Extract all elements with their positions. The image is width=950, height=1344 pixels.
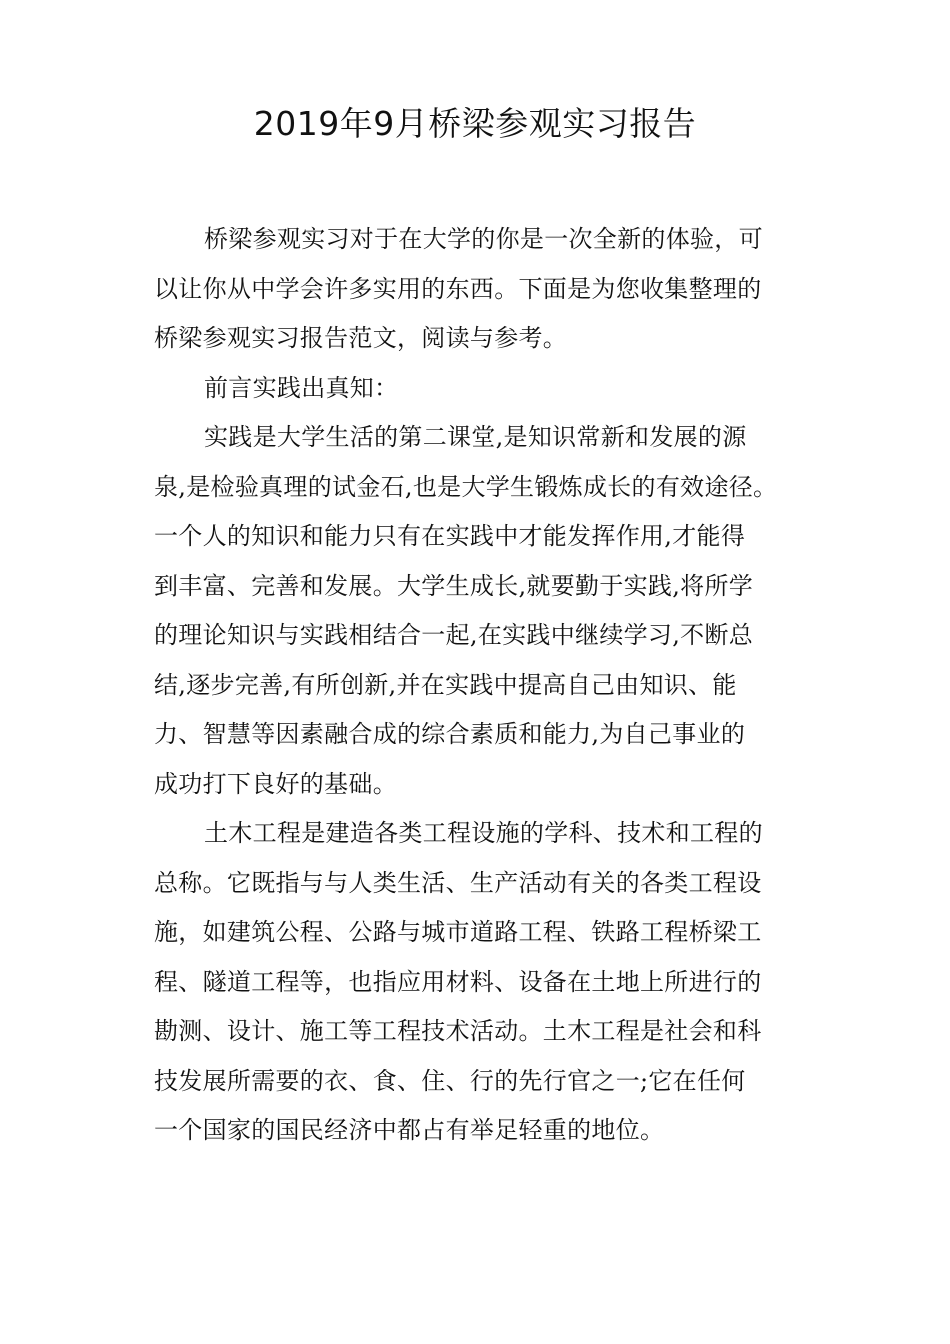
- text-line: 实践是大学生活的第二课堂,是知识常新和发展的源: [204, 423, 747, 451]
- text-line: 到丰富、完善和发展。大学生成长,就要勤于实践,将所学: [154, 571, 754, 600]
- paragraph-practice: [154, 413, 810, 809]
- text-line: 结,逐步完善,有所创新,并在实践中提高自己由知识、能: [154, 670, 737, 699]
- paragraph-intro: [154, 215, 810, 364]
- text-line: 技发展所需要的衣、食、住、行的先行官之一;它在任何: [154, 1066, 746, 1095]
- text-line: 程、隧道工程等，也指应用材料、设备在土地上所进行的: [154, 967, 762, 996]
- text-line: 以让你从中学会许多实用的东西。下面是为您收集整理的: [154, 274, 762, 303]
- document-body: [154, 215, 810, 1156]
- text-line: 一个人的知识和能力只有在实践中才能发挥作用,才能得: [154, 522, 746, 550]
- text-line: 泉,是检验真理的试金石,也是大学生锻炼成长的有效途径。: [154, 472, 778, 501]
- text-line: 施，如建筑公程、公路与城市道路工程、铁路工程桥梁工: [154, 918, 762, 946]
- text-line: 总称。它既指与与人类生活、生产活动有关的各类工程设: [154, 868, 762, 897]
- text-line: 一个国家的国民经济中都占有举足轻重的地位。: [154, 1116, 665, 1144]
- text-line: 桥梁参观实习对于在大学的你是一次全新的体验，可: [204, 225, 763, 253]
- text-line: 的理论知识与实践相结合一起,在实践中继续学习,不断总: [154, 621, 754, 649]
- document-title: 2019年9月桥梁参观实习报告: [253, 104, 697, 143]
- text-line: 前言实践出真知：: [204, 373, 399, 402]
- text-line: 土木工程是建造各类工程设施的学科、技术和工程的: [204, 819, 763, 847]
- text-line: 成功打下良好的基础。: [154, 769, 397, 798]
- paragraph-preface-heading: [154, 364, 810, 414]
- paragraph-civil-engineering: [154, 809, 810, 1156]
- text-line: 勘测、设计、施工等工程技术活动。土木工程是社会和科: [154, 1017, 762, 1045]
- text-line: 桥梁参观实习报告范文，阅读与参考。: [154, 324, 568, 352]
- text-line: 力、智慧等因素融合成的综合素质和能力,为自己事业的: [154, 720, 746, 748]
